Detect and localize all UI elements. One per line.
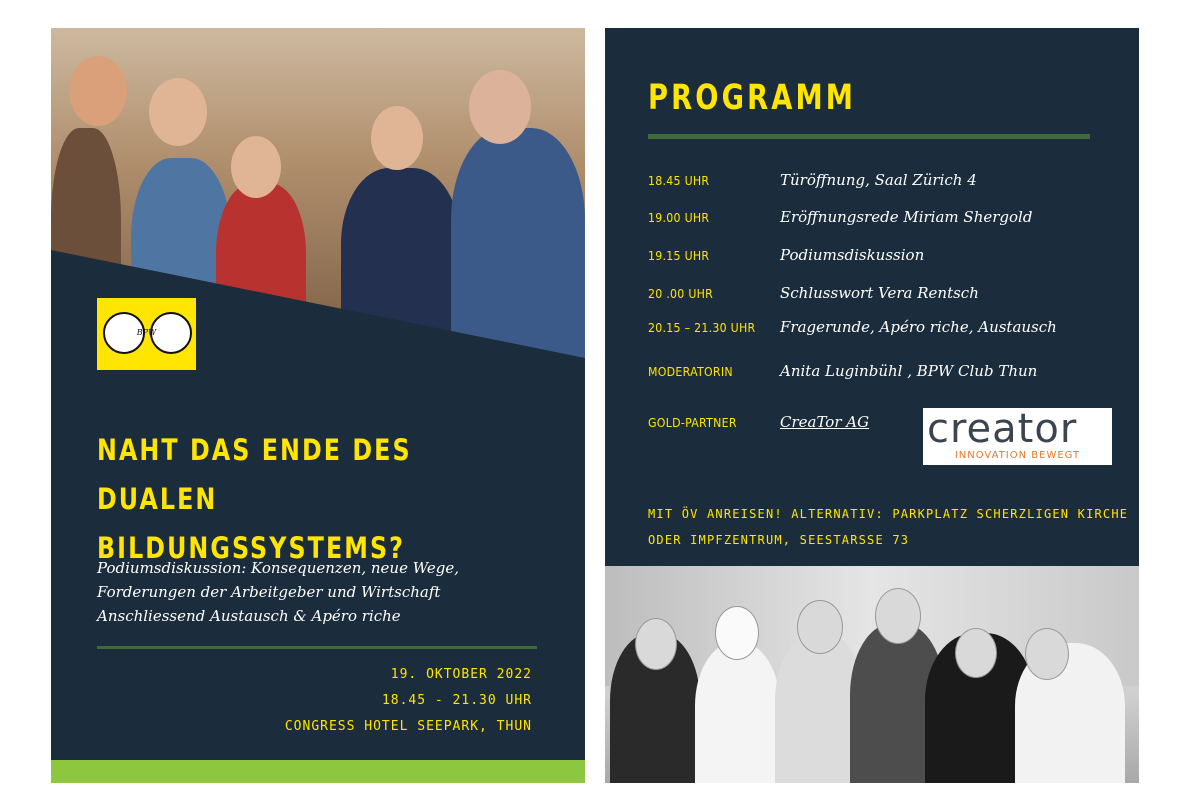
person-figure bbox=[695, 643, 780, 783]
event-time: 18.45 - 21.30 UHR bbox=[381, 693, 532, 708]
schedule-time: 19.00 UHR bbox=[648, 210, 710, 225]
schedule-time: 20.15 – 21.30 UHR bbox=[648, 320, 756, 335]
headline-line: NAHT DAS ENDE DES bbox=[97, 433, 412, 467]
schedule-time: 20 .00 UHR bbox=[648, 286, 714, 301]
divider bbox=[648, 134, 1090, 139]
creator-logo-word: creator bbox=[927, 406, 1078, 452]
travel-info bbox=[648, 501, 1129, 553]
headline bbox=[97, 426, 482, 573]
headline-line: DUALEN BILDUNGSSYSTEMS? bbox=[97, 482, 405, 565]
schedule-item: Schlusswort Vera Rentsch bbox=[780, 284, 979, 302]
schedule-item: Eröffnungsrede Miriam Shergold bbox=[780, 208, 1033, 226]
chef-hat-head bbox=[715, 606, 759, 660]
hard-hat-head bbox=[875, 588, 921, 644]
schedule-row bbox=[648, 246, 1118, 270]
schedule-time: 19.15 UHR bbox=[648, 248, 710, 263]
camera-person-head bbox=[955, 628, 997, 678]
schedule-row bbox=[648, 171, 1118, 195]
schedule-row bbox=[648, 284, 1118, 308]
schedule-item: Türöffnung, Saal Zürich 4 bbox=[780, 171, 977, 189]
moderator-label: MODERATORIN bbox=[648, 364, 733, 379]
program-panel bbox=[605, 28, 1139, 566]
moderator-row bbox=[648, 362, 1118, 386]
creator-logo bbox=[923, 408, 1112, 465]
professions-photo bbox=[605, 566, 1139, 783]
flyer-front bbox=[51, 28, 585, 783]
event-date: 19. OKTOBER 2022 bbox=[390, 667, 532, 682]
accent-bar bbox=[51, 760, 585, 783]
bpw-logo bbox=[97, 298, 196, 370]
event-venue: CONGRESS HOTEL SEEPARK, THUN bbox=[284, 719, 532, 734]
hard-hat-head bbox=[797, 600, 843, 654]
schedule-item: Fragerunde, Apéro riche, Austausch bbox=[780, 318, 1057, 336]
event-info bbox=[285, 662, 532, 740]
schedule-row bbox=[648, 318, 1118, 342]
subtitle bbox=[97, 556, 557, 628]
schedule-item: Podiumsdiskussion bbox=[780, 246, 925, 264]
divider bbox=[97, 646, 537, 649]
travel-line: MIT ÖV ANREISEN! ALTERNATIV: PARKPLATZ SCHERZLIGEN KIRCHE bbox=[648, 507, 1129, 521]
person-head bbox=[1025, 628, 1069, 680]
schedule-time: 18.45 UHR bbox=[648, 173, 710, 188]
program-title: PROGRAMM bbox=[648, 78, 857, 118]
subtitle-line: Forderungen der Arbeitgeber und Wirtschaft bbox=[97, 583, 441, 601]
subtitle-line: Anschliessend Austausch & Apéro riche bbox=[97, 607, 401, 625]
creator-logo-tagline: INNOVATION BEWEGT bbox=[954, 450, 1081, 461]
partner-link[interactable]: CreaTor AG bbox=[780, 413, 870, 431]
person-head bbox=[635, 618, 677, 670]
schedule-row bbox=[648, 208, 1118, 232]
partner-label: GOLD-PARTNER bbox=[648, 415, 737, 430]
moderator-name: Anita Luginbühl , BPW Club Thun bbox=[780, 362, 1038, 380]
travel-line: ODER IMPFZENTRUM, SEESTARSSE 73 bbox=[648, 533, 910, 547]
bpw-logo-text: BPW bbox=[136, 328, 157, 337]
subtitle-line: Podiumsdiskussion: Konsequenzen, neue Wege, bbox=[97, 559, 460, 577]
